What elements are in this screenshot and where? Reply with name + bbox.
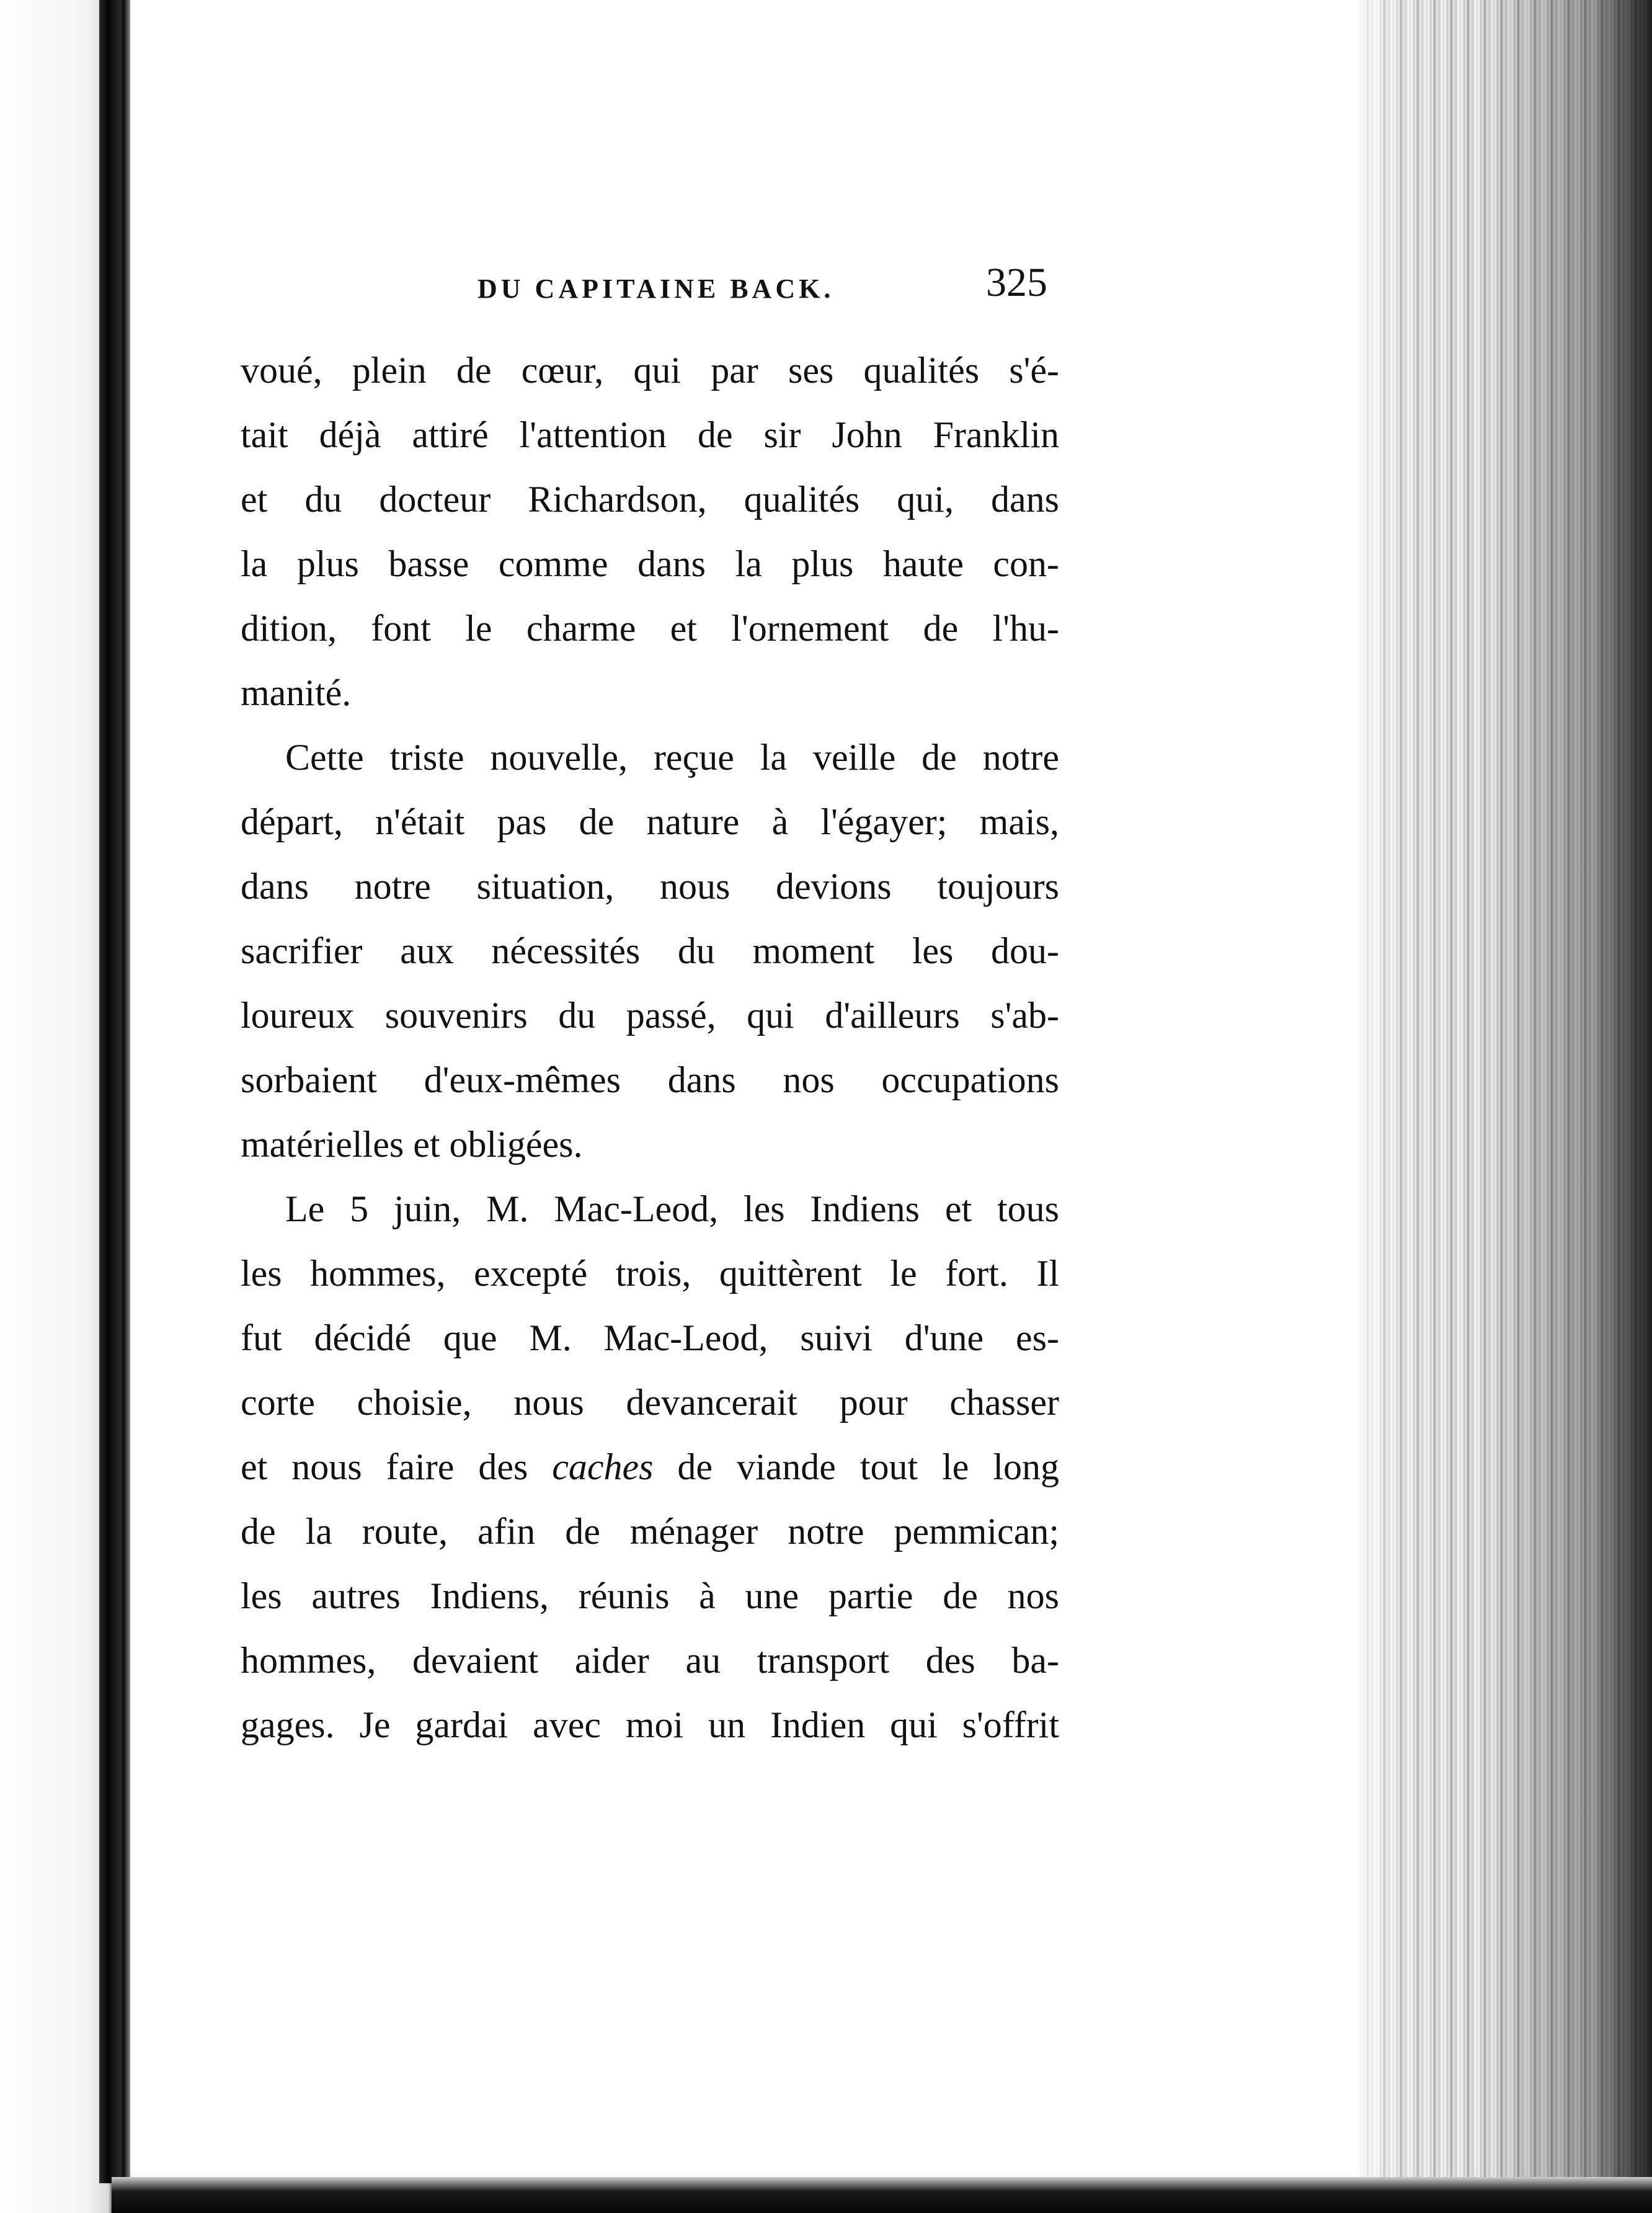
right-page-edges-shade — [1358, 0, 1652, 2213]
left-binding-edge — [99, 0, 122, 2183]
text-line-start: et nous faire des — [241, 1446, 553, 1487]
text-line: Le 5 juin, M. Mac-Leod, les Indiens et tous — [285, 1188, 1059, 1229]
text-line: hommes, devaient aider au transport des ba- — [241, 1640, 1059, 1681]
text-line: corte choisie, nous devancerait pour chasser — [241, 1382, 1059, 1423]
text-line: manité. — [241, 672, 352, 713]
text-line: loureux souvenirs du passé, qui d'ailleurs s'ab- — [241, 995, 1059, 1036]
italic-word: caches — [552, 1446, 654, 1487]
text-line: de la route, afin de ménager notre pemmican; — [241, 1511, 1059, 1552]
text-line: gages. Je gardai avec moi un Indien qui s'offrit — [241, 1704, 1059, 1745]
running-head: DU CAPITAINE BACK. — [477, 274, 835, 304]
bottom-edge-shadow — [112, 2177, 1652, 2213]
text-line: dans notre situation, nous devions toujours — [241, 866, 1059, 907]
page-number: 325 — [986, 260, 1047, 305]
text-line — [241, 1435, 1059, 1499]
text-line: tait déjà attiré l'attention de sir John Franklin — [241, 414, 1059, 455]
text-line: sorbaient d'eux-mêmes dans nos occupations — [241, 1059, 1059, 1100]
text-line: départ, n'était pas de nature à l'égayer; mais, — [241, 801, 1059, 842]
text-line: Cette triste nouvelle, reçue la veille de notre — [285, 737, 1059, 778]
text-line: fut décidé que M. Mac-Leod, suivi d'une es- — [241, 1317, 1059, 1358]
text-line: les hommes, excepté trois, quittèrent le fort. Il — [241, 1253, 1059, 1294]
text-line: sacrifier aux nécessités du moment les dou- — [241, 930, 1059, 971]
body-text — [241, 338, 1059, 1757]
text-line: et du docteur Richardson, qualités qui, dans — [241, 479, 1059, 520]
text-line: voué, plein de cœur, qui par ses qualités s'é- — [241, 350, 1059, 391]
text-line: dition, font le charme et l'ornement de l'hu- — [241, 608, 1059, 649]
text-line-end: de viande tout le long — [653, 1446, 1059, 1487]
text-line: matérielles et obligées. — [241, 1124, 583, 1165]
text-line: la plus basse comme dans la plus haute con- — [241, 543, 1059, 584]
text-line: les autres Indiens, réunis à une partie de nos — [241, 1575, 1059, 1616]
